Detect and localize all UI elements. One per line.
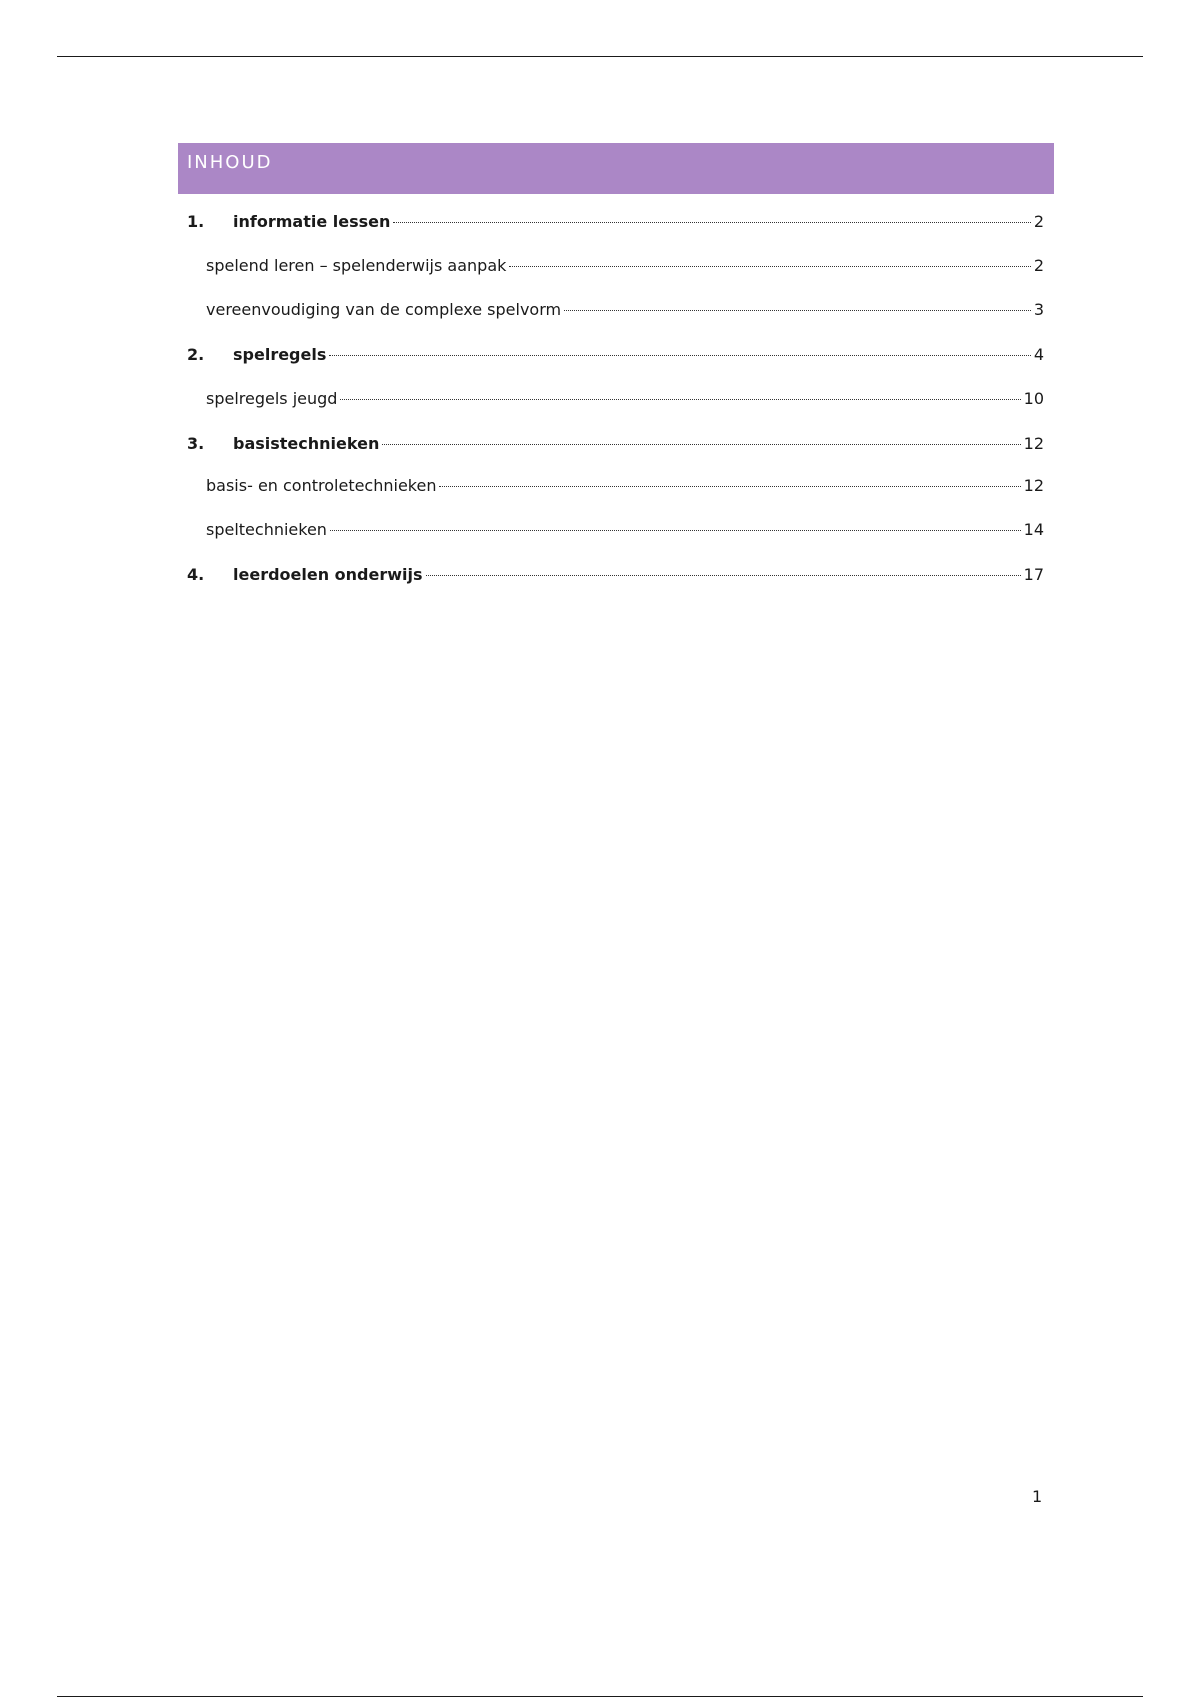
page-number: 1: [1032, 1487, 1043, 1506]
toc-entry-label: spelend leren – spelenderwijs aanpak: [206, 256, 507, 275]
toc-entry-label: informatie lessen: [233, 212, 391, 231]
dot-leader: [393, 222, 1030, 223]
toc-entry-page: 17: [1023, 565, 1044, 584]
toc-entry-number: 3.: [187, 434, 205, 453]
table-of-contents: [178, 143, 1054, 584]
toc-entry-page: 4: [1033, 345, 1044, 364]
toc-entry-page: 2: [1033, 256, 1044, 275]
toc-entry-label: speltechnieken: [206, 520, 327, 539]
toc-entry-label: vereenvoudiging van de complexe spelvorm: [206, 300, 562, 319]
dot-leader: [564, 310, 1031, 311]
toc-entry-basis-en-controletechnieken[interactable]: [178, 476, 1044, 495]
toc-entry-spelend-leren[interactable]: [178, 256, 1044, 275]
toc-entry-speltechnieken[interactable]: [178, 520, 1044, 539]
toc-entry-vereenvoudiging[interactable]: [178, 300, 1044, 319]
toc-entry-spelregels[interactable]: [178, 345, 1044, 364]
toc-entry-page: 12: [1023, 476, 1044, 495]
toc-entry-page: 12: [1023, 434, 1044, 453]
toc-entry-page: 2: [1033, 212, 1044, 231]
toc-entry-page: 3: [1033, 300, 1044, 319]
toc-entry-number: 4.: [187, 565, 205, 584]
toc-entry-informatie-lessen[interactable]: [178, 212, 1044, 231]
dot-leader: [509, 266, 1030, 267]
toc-header-bar: [178, 143, 1054, 194]
toc-entry-number: 2.: [187, 345, 205, 364]
dot-leader: [329, 355, 1030, 356]
dot-leader: [340, 399, 1020, 400]
dot-leader: [382, 444, 1020, 445]
toc-title: INHOUD: [187, 152, 273, 173]
footer-rule: [57, 1696, 1143, 1697]
toc-entry-label: spelregels: [233, 345, 327, 364]
toc-entry-leerdoelen-onderwijs[interactable]: [178, 565, 1044, 584]
toc-entry-label: basis- en controletechnieken: [206, 476, 437, 495]
toc-entry-basistechnieken[interactable]: [178, 434, 1044, 453]
toc-entry-page: 14: [1023, 520, 1044, 539]
toc-entry-page: 10: [1023, 389, 1044, 408]
toc-entry-number: 1.: [187, 212, 205, 231]
dot-leader: [426, 575, 1021, 576]
dot-leader: [330, 530, 1021, 531]
toc-entry-label: spelregels jeugd: [206, 389, 338, 408]
toc-entry-spelregels-jeugd[interactable]: [178, 389, 1044, 408]
dot-leader: [439, 486, 1020, 487]
header-rule: [57, 56, 1143, 57]
toc-entry-label: basistechnieken: [233, 434, 380, 453]
toc-entry-label: leerdoelen onderwijs: [233, 565, 423, 584]
